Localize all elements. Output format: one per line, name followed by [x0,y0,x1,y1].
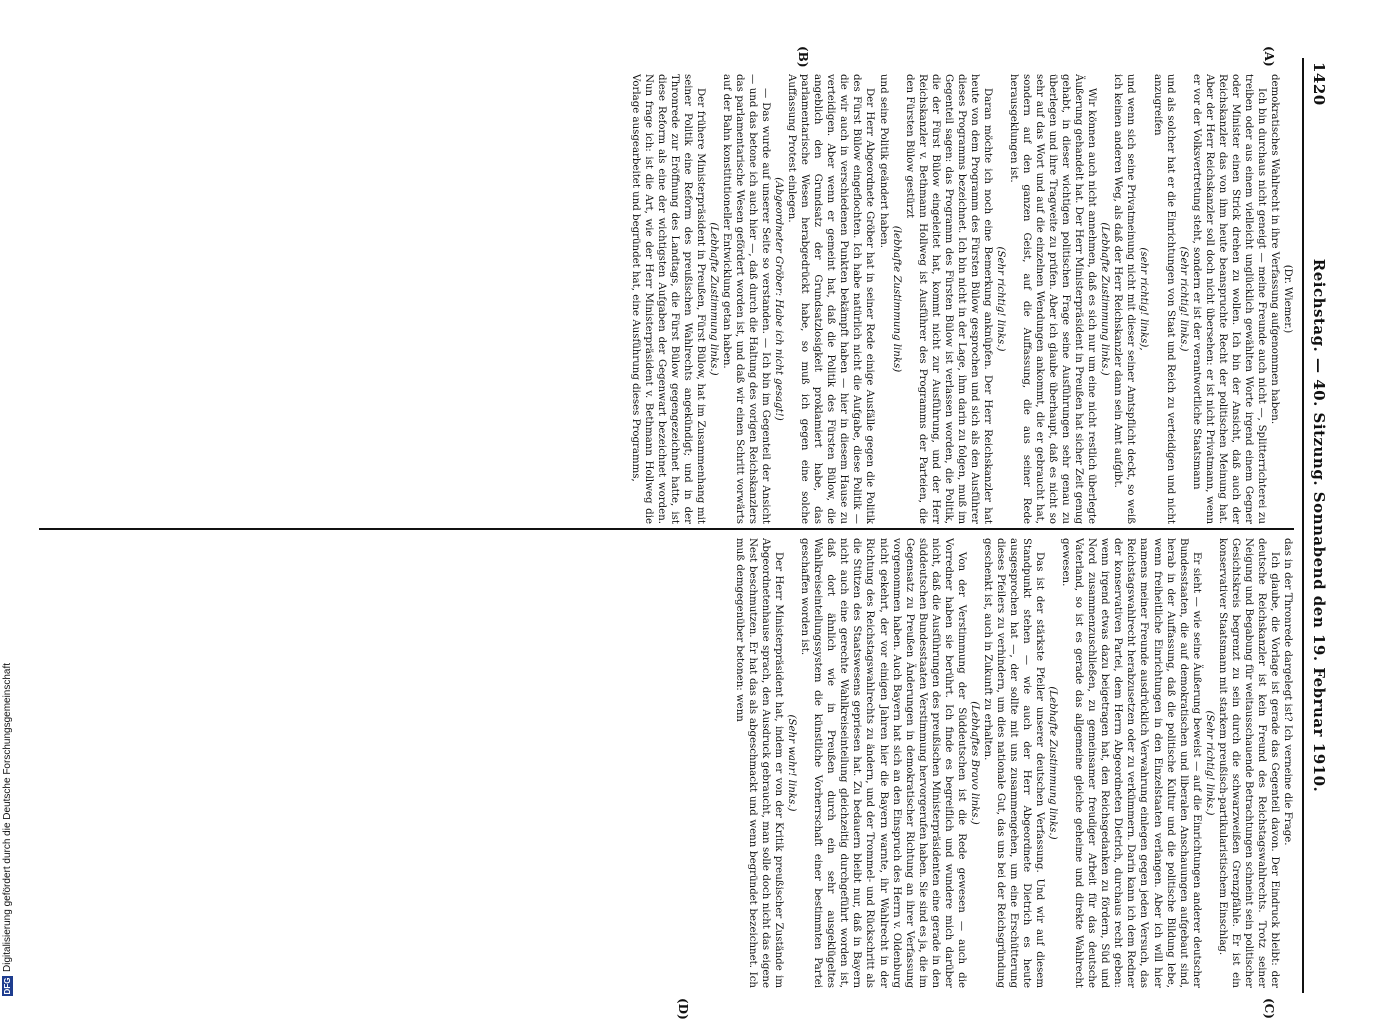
margin-mark-d: (D) [676,998,690,1020]
margin-mark-c: (C) [1262,998,1276,1019]
paragraph: und seine Politik geändert haben. [877,74,889,249]
margin-mark-a: (A) [1262,46,1276,67]
paragraph: das in der Thronrede dargelegt ist? Ich verneine die Frage. [1282,538,1293,846]
paragraph: Das ist der stärkste Pfeiler unserer deutschen Verfassung. Und wir auf diesem Standpunkt stehen — wie auch der Herr Abgeordnete Dietrich es heute ausgesprochen hat —, der sollte mit uns zusammengehen, um eine Erschütterung dieses Pfeilers zu verhindern, um dies nationale Gut, das uns bei der Reichsgründung geschenkt ist, auch in Zukunft zu erhalten. [981,538,1046,988]
interjection: (Lebhafte Zustimmung links.) [1047,686,1059,840]
interjection: (sehr richtig! links), [1138,247,1150,351]
dfg-logo-icon: DFG [3,977,12,995]
interjection: (Sehr richtig! links.) [1203,710,1215,816]
paragraph: Er sieht — wie seine Äußerung beweist — auf die Einrichtungen anderer deutscher Bundesstaaten, die auf demokratischen und liberalen Anschauungen aufgebaut sind, herab in der Auffassung, daß die politische Kultur und die politische Bildung lebe, wenn freiheitliche Einrichtungen in den Einzelstaaten verlangen. Aber ich will hier namens meiner Freunde ausdrücklich Verwahrung einlegen gegen jeden Versuch, das Reichstagswahlrecht herabzusetzen oder zu verkümmern. Darin kann ich dem Redner der konservativen Partei, dem Herrn Abgeordneten Dietrich, durchaus recht geben: wenn irgend etwas dazu beigetragen hat, den Reichsgedanken zu fördern, Süd und Nord zusammenzuschließen, zu gemeinsamer freudiger Arbeit für das deutsche Vaterland, so ist es gerade das allgemeine gleiche geheime und direkte Wahlrecht gewesen. [1060,538,1202,988]
interjection: (lebhafte Zustimmung links) [890,225,902,373]
paragraph: Wir können auch nicht annehmen, daß es sich nur um eine nicht restlich überlegte Äußerung gehandelt hat. Der Herr Ministerpräsident in Preußen hat sicher Zeit genug gehabt, in dieser wichtigen politischen Frage seine Ausführungen sehr genau zu überlegen und ihre Tragweite zu prüfen. Aber ich glaube überhaupt, daß es nicht so sehr auf das Wort und auf die einzelnen Wendungen ankommt, die er gebraucht hat, sondern auf den ganzen Geist, auf die Auffassung, die aus seiner Rede herausgeklungen ist. [1008,74,1098,524]
digitization-credit [2,596,18,996]
page-number: 1420 [1310,62,1328,106]
paragraph: Der Herr Abgeordnete Gröber hat in seiner Rede einige Ausfälle gegen die Politik des Fürst Bülow eingeflochten. Ich habe natürlich nicht die Aufgabe, diese Politik — die wir auch in verschiedenen Punkten bekämpft haben — hier in diesem Hause zu verteidigen. Aber wenn er gemeint hat, daß die Politik des Fürsten Bülow, die angeblich den Grundsatz der Grundsatzlosigkeit proklamiert habe, das parlamentarische Wesen herabgedrückt habe, so muß ich gegen eine solche Auffassung Protest einlegen. [786,74,876,524]
paragraph: und wenn sich seine Privatmeinung nicht mit dieser seiner Amtspflicht deckt, so weiß ich keinen anderen Weg, als daß der Herr Reichskanzler dann sein Amt aufgibt. [1112,74,1137,524]
rotated-document-page [20,46,1330,1020]
speaker-name: (Dr. Wiemer.) [1282,264,1293,334]
interjection: (Abgeordneter Gröber: Habe ich nicht gesagt!) [773,177,785,421]
interjection: (Sehr wahr! links.) [786,714,798,812]
paragraph: demokratisches Wahlrecht in ihre Verfassung aufgenommen haben. [1268,74,1280,425]
paragraph: Ich bin durchaus nicht geneigt — meine Freunde auch nicht —, Splitterrichterei zu treiben oder aus einem vielleicht unglücklich gewählten Worte irgend einem Gegner oder Minister einen Strick drehen zu wollen. Ich bin der Ansicht, daß auch der Reichskanzler das von ihm heute beanspruchte Recht der politischen Meinung hat. Aber der Herr Reichskanzler soll doch nicht übersehen: er ist nicht Privatmann, wenn er vor der Volksvertretung steht, sondern er ist der verantwortliche Staatsmann [1190,74,1267,524]
digitization-credit-text: Digitalisierung gefördert durch die Deutsche Forschungsgemeinschaft [2,662,14,972]
interjection: (Lebhaftes Bravo links.) [968,701,980,825]
interjection: (Sehr richtig! links.) [1177,246,1189,352]
column-divider [39,528,1294,530]
interjection: (Lebhafte Zustimmung links.) [1099,222,1111,376]
header-rule [1302,58,1304,993]
paragraph: Von der Verstimmung der Süddeutschen ist die Rede gewesen — auch die Vorredner haben sie berührt. Ich finde es begreiflich und wundere mich darüber nicht, daß die Ausführungen des preußischen Ministerpräsidenten eine gerade in den süddeutschen Bundesstaaten Verstimmung hervorgerufen haben. Sie sind es ja, die im Gegensatz zu Preußen Änderungen in demokratischer Richtung an ihrer Verfassung vorgenommen haben. Auch Bayern hat sich an den Einspruch des Herrn v. Oldenburg nicht gekehrt, der vor einigen Jahren hier die Bayern warnte, ihr Wahlrecht in der Richtung des Reichstagswahlrechts zu ändern, und der Trommel- und Rückschritt als die Stützen des Staatswesens gepriesen hat. Zu bedauern bleibt nur, daß in Bayern nicht auch eine gerechte Wahlkreiseinteilung gleichzeitig durchgeführt worden ist, daß dort ähnlich wie in Preußen durch ein sehr ausgeklügeltes Wahlkreiseinteilungssystem die künstliche Vorherrschaft einer bestimmten Partei geschaffen worden ist. [799,538,967,988]
paragraph: Der frühere Ministerpräsident in Preußen, Fürst Bülow, hat im Zusammenhang mit seiner Politik eine Reform des preußischen Wahlrechts angekündigt; und in der Thronrede zur Eröffnung des Landtags, die Fürst Bülow gegengezeichnet hatte, ist diese Reform als eine der wichtigsten Aufgaben der Gegenwart bezeichnet worden. Nun frage ich: ist die Art, wie der Herr Ministerpräsident v. Bethmann Hollweg die Vorlage ausgearbeitet und begründet hat, eine Ausführung dieses Programms, [629,74,706,524]
page-header [1304,58,1330,993]
left-text-column [39,74,1294,524]
margin-mark-b: (B) [796,46,810,68]
paragraph: und als solcher hat er die Einrichtungen von Staat und Reich zu verteidigen und nicht anzugreifen [1151,74,1176,524]
paragraph: — Das wurde auf unserer Seite so verstanden. — Ich bin im Gegenteil der Ansicht — und das betone ich auch hier —, daß durch die Haltung des vorigen Reichskanzlers das parlamentarische Wesen gefördert worden ist, und daß wir einen Schritt vorwärts auf der Bahn konstitutioneller Entwicklung getan haben. [720,74,772,524]
interjection: (Lebhafte Zustimmung links.) [707,222,719,376]
running-title: Reichstag. — 40. Sitzung. Sonnabend den 19. Februar 1910. [1310,258,1328,793]
paragraph: Der Herr Ministerpräsident hat, indem er von der Kritik preußischer Zustände im Abgeordnetenhause sprach, den Ausdruck gebraucht, man solle doch nicht das eigene Nest beschmutzen. Er hat das als abgeschmackt und wenn begründet bezeichnet. Ich muß demgegenüber betonen: wenn [734,538,785,988]
interjection: (Sehr richtig! links.) [994,246,1006,352]
right-text-column [39,538,1294,988]
paragraph: Daran möchte ich noch eine Bemerkung anknüpfen. Der Herr Reichskanzler hat heute von dem Programm des Fürsten Bülow gesprochen und sich als den Ausführer dieses Programms bezeichnet. Ich bin nicht in der Lage, ihm darin zu folgen, muß im Gegenteil sagen: das Programm des Fürsten Bülow ist verlassen worden, die Politik, die der Fürst Bülow eingeleitet hat, kommt nicht zur Ausführung, und der Herr Reichskanzler v. Bethmann Hollweg ist Ausführer des Programms der Parteien, die den Fürsten Bülow gestürzt [903,74,993,524]
paragraph: Ich glaube, die Vorlage ist gerade das Gegenteil davon. Der Eindruck bleibt: der deutsche Reichskanzler ist kein Freund des Reichstagswahlrechts. Trotz seiner Neigung und Begabung für weitausschauende Betrachtungen schneint sein politischer Gesichtskreis begrenzt zu sein durch die schwarzweißen Grenzpfähle. Er ist ein konservativer Staatsmann mit starkem preußisch-partikularistischem Einschlag. [1216,538,1280,988]
